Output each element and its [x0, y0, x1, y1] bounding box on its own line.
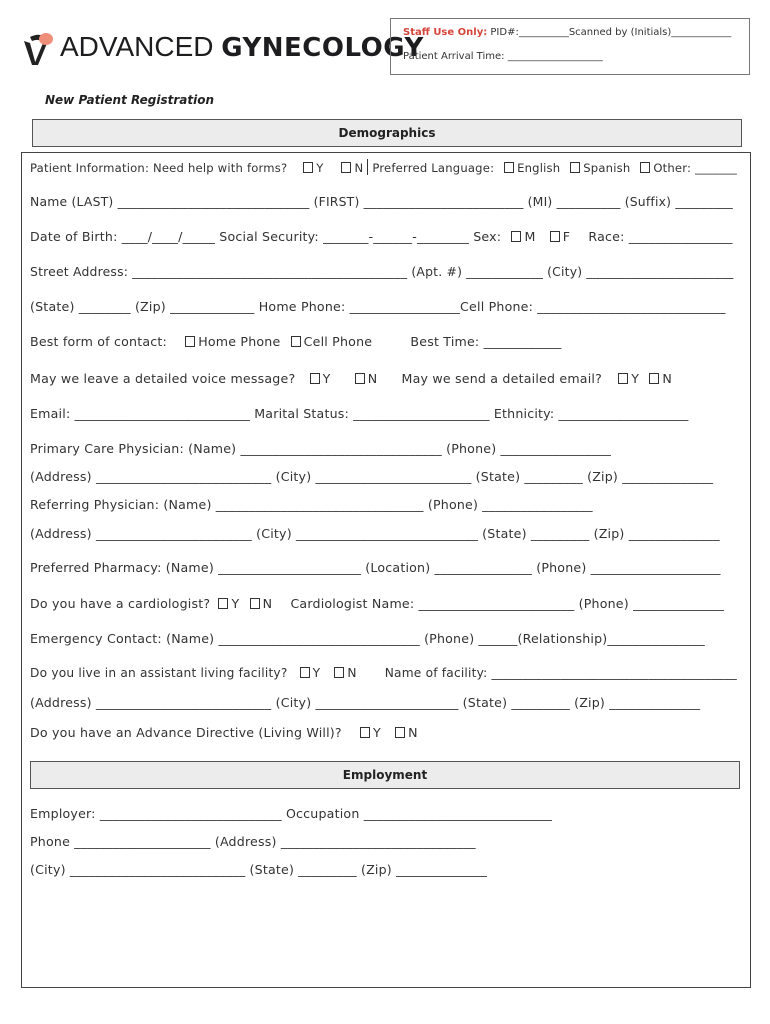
label-no: N — [408, 725, 418, 740]
checkbox-voice-no[interactable] — [355, 373, 365, 384]
staff-label: Staff Use Only: — [403, 27, 488, 38]
staff-pid-fields[interactable]: PID#:__________Scanned by (Initials)____________ — [490, 27, 732, 38]
checkbox-cardiologist-yes[interactable] — [218, 598, 228, 609]
field-dob-ssn[interactable]: Date of Birth: ____/____/_____ Social Security: _______-______-________ Sex: — [30, 229, 502, 244]
checkbox-directive-no[interactable] — [395, 727, 405, 738]
checkbox-facility-no[interactable] — [334, 667, 344, 678]
row-preferred-pharmacy[interactable]: Preferred Pharmacy: (Name) ______________________ (Location) _______________ (Phone) ____________________ — [30, 560, 721, 575]
row-street-address[interactable]: Street Address: ___________________________________________ (Apt. #) ____________ (City) _______________________ — [30, 264, 734, 279]
checkbox-home-phone[interactable] — [185, 336, 195, 347]
checkbox-voice-yes[interactable] — [310, 373, 320, 384]
row-referring-physician[interactable]: Referring Physician: (Name) ________________________________ (Phone) _________________ — [30, 497, 593, 512]
row-advance-directive — [30, 725, 418, 740]
section-employment: Employment — [30, 761, 740, 789]
label-spanish: Spanish — [583, 161, 631, 175]
row-employer-city-state-zip[interactable]: (City) ___________________________ (State) _________ (Zip) ______________ — [30, 862, 488, 877]
label-no: N — [262, 596, 273, 611]
label-voice-message: May we leave a detailed voice message? — [30, 371, 296, 386]
row-employer[interactable]: Employer: ____________________________ Occupation _____________________________ — [30, 806, 553, 821]
label-f: F — [562, 229, 571, 244]
label-assisted-living: Do you live in an assistant living facility? — [30, 666, 288, 680]
checkbox-sex-m[interactable] — [511, 231, 521, 242]
label-no: N — [347, 666, 357, 680]
label-cell-phone: Cell Phone — [303, 334, 373, 349]
checkbox-cardiologist-no[interactable] — [250, 598, 260, 609]
row-facility-address[interactable]: (Address) ___________________________ (City) ______________________ (State) _________ (Zip) ______________ — [30, 695, 701, 710]
checkbox-spanish[interactable] — [570, 162, 580, 173]
checkbox-email-yes[interactable] — [618, 373, 628, 384]
separator — [367, 159, 368, 175]
label-home-phone: Home Phone — [198, 334, 281, 349]
checkbox-help-no[interactable] — [341, 162, 351, 173]
row-assisted-living — [30, 666, 737, 680]
label-detailed-email: May we send a detailed email? — [401, 371, 602, 386]
checkbox-facility-yes[interactable] — [300, 667, 310, 678]
field-best-time[interactable]: Best Time: ____________ — [410, 334, 562, 349]
staff-line-1 — [403, 27, 731, 38]
row-primary-care-physician[interactable]: Primary Care Physician: (Name) _______________________________ (Phone) _________________ — [30, 441, 611, 456]
row-name[interactable]: Name (LAST) ______________________________ (FIRST) _________________________ (MI) __________ (Suffix) _________ — [30, 194, 733, 209]
row-state-zip-phone[interactable]: (State) ________ (Zip) _____________ Home Phone: _________________Cell Phone: _____________________________ — [30, 299, 726, 314]
logo-icon — [22, 31, 56, 67]
logo-text-light: ADVANCED — [60, 31, 214, 62]
checkbox-sex-f[interactable] — [550, 231, 560, 242]
field-cardiologist-name[interactable]: Cardiologist Name: ________________________ (Phone) ______________ — [290, 596, 725, 611]
label-best-contact: Best form of contact: — [30, 334, 167, 349]
row-email-marital-ethnicity[interactable]: Email: ___________________________ Marital Status: _____________________ Ethnicity: ____________________ — [30, 406, 689, 421]
label-need-help: Patient Information: Need help with forms? — [30, 161, 288, 175]
label-cardiologist: Do you have a cardiologist? — [30, 596, 211, 611]
label-yes: Y — [631, 371, 640, 386]
label-no: N — [367, 371, 378, 386]
label-yes: Y — [316, 161, 324, 175]
row-best-contact — [30, 334, 562, 349]
form-title: New Patient Registration — [45, 93, 215, 107]
checkbox-cell-phone[interactable] — [291, 336, 301, 347]
label-yes: Y — [312, 666, 321, 680]
label-no: N — [662, 371, 672, 386]
row-patient-information — [30, 159, 737, 175]
label-m: M — [524, 229, 536, 244]
row-voice-email-permission — [30, 371, 672, 386]
label-yes: Y — [231, 596, 240, 611]
staff-arrival-time[interactable]: Patient Arrival Time: ___________________ — [403, 51, 603, 62]
field-other-language[interactable]: Other: _______ — [653, 161, 737, 175]
checkbox-email-no[interactable] — [649, 373, 659, 384]
row-dob-ssn-sex-race — [30, 229, 733, 244]
label-no: N — [354, 161, 364, 175]
staff-use-box — [390, 18, 750, 75]
row-emergency-contact[interactable]: Emergency Contact: (Name) _______________________________ (Phone) ______(Relationship)_______________ — [30, 631, 705, 646]
checkbox-directive-yes[interactable] — [360, 727, 370, 738]
row-cardiologist — [30, 596, 724, 611]
checkbox-other[interactable] — [640, 162, 650, 173]
label-preferred-language: Preferred Language: — [372, 161, 495, 175]
label-english: English — [517, 161, 561, 175]
label-yes: Y — [322, 371, 331, 386]
field-facility-name[interactable]: Name of facility: _______________________________________ — [384, 666, 737, 680]
field-race[interactable]: Race: ________________ — [588, 229, 733, 244]
row-employer-phone-address[interactable]: Phone _____________________ (Address) ______________________________ — [30, 834, 476, 849]
label-advance-directive: Do you have an Advance Directive (Living Will)? — [30, 725, 342, 740]
logo-wordmark — [60, 31, 424, 63]
row-referring-address[interactable]: (Address) ________________________ (City) ____________________________ (State) _________ (Zip) ______________ — [30, 526, 720, 541]
section-demographics: Demographics — [32, 119, 742, 147]
checkbox-help-yes[interactable] — [303, 162, 313, 173]
row-pcp-address[interactable]: (Address) ___________________________ (City) ________________________ (State) _________ (Zip) ______________ — [30, 469, 714, 484]
logo-text-bold: GYNECOLOGY — [221, 33, 424, 63]
label-yes: Y — [373, 725, 381, 740]
checkbox-english[interactable] — [504, 162, 514, 173]
